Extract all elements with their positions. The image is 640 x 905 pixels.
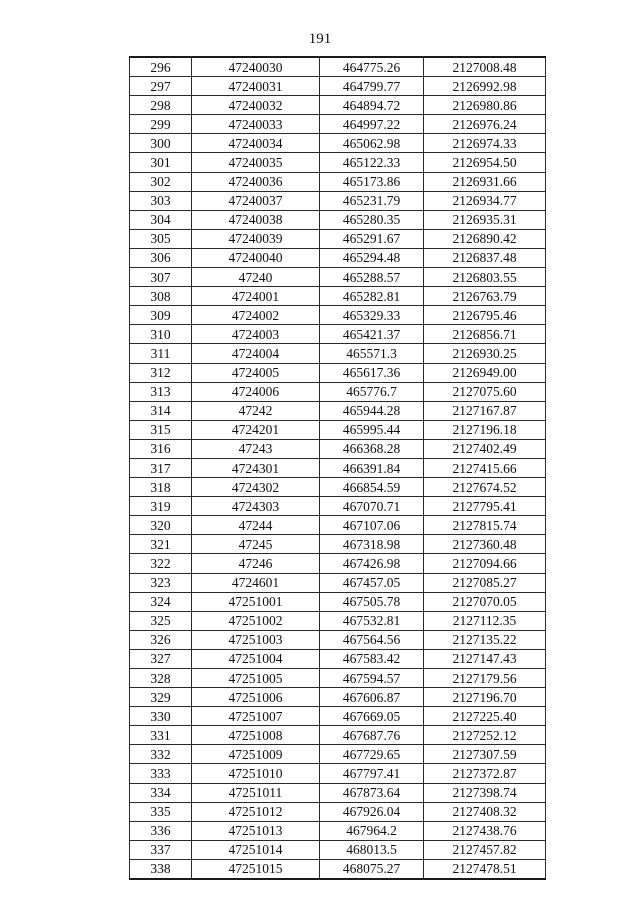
point-id-cell: 47245 xyxy=(192,535,320,554)
table-row xyxy=(130,191,546,210)
row-index-cell: 316 xyxy=(130,439,192,458)
x-coordinate-cell: 465122.33 xyxy=(320,153,424,172)
row-index-cell: 334 xyxy=(130,783,192,802)
point-id-cell: 4724601 xyxy=(192,573,320,592)
row-index-cell: 304 xyxy=(130,210,192,229)
x-coordinate-cell: 467070.71 xyxy=(320,497,424,516)
y-coordinate-cell: 2126930.25 xyxy=(424,344,546,363)
table-row xyxy=(130,96,546,115)
row-index-cell: 297 xyxy=(130,77,192,96)
x-coordinate-cell: 466854.59 xyxy=(320,478,424,497)
table-row xyxy=(130,57,546,77)
x-coordinate-cell: 464894.72 xyxy=(320,96,424,115)
y-coordinate-cell: 2126837.48 xyxy=(424,248,546,267)
row-index-cell: 298 xyxy=(130,96,192,115)
point-id-cell: 47251010 xyxy=(192,764,320,783)
table-row xyxy=(130,497,546,516)
row-index-cell: 301 xyxy=(130,153,192,172)
row-index-cell: 317 xyxy=(130,458,192,477)
row-index-cell: 305 xyxy=(130,229,192,248)
y-coordinate-cell: 2127225.40 xyxy=(424,707,546,726)
y-coordinate-cell: 2127085.27 xyxy=(424,573,546,592)
y-coordinate-cell: 2126931.66 xyxy=(424,172,546,191)
row-index-cell: 323 xyxy=(130,573,192,592)
row-index-cell: 299 xyxy=(130,115,192,134)
table-row xyxy=(130,439,546,458)
y-coordinate-cell: 2127167.87 xyxy=(424,401,546,420)
x-coordinate-cell: 467797.41 xyxy=(320,764,424,783)
table-row xyxy=(130,554,546,573)
point-id-cell: 47246 xyxy=(192,554,320,573)
x-coordinate-cell: 467687.76 xyxy=(320,726,424,745)
y-coordinate-cell: 2127815.74 xyxy=(424,516,546,535)
table-row xyxy=(130,669,546,688)
point-id-cell: 47251004 xyxy=(192,649,320,668)
table-row xyxy=(130,478,546,497)
y-coordinate-cell: 2127307.59 xyxy=(424,745,546,764)
row-index-cell: 330 xyxy=(130,707,192,726)
y-coordinate-cell: 2126763.79 xyxy=(424,287,546,306)
row-index-cell: 302 xyxy=(130,172,192,191)
table-row xyxy=(130,229,546,248)
row-index-cell: 303 xyxy=(130,191,192,210)
y-coordinate-cell: 2126803.55 xyxy=(424,268,546,287)
table-row xyxy=(130,859,546,879)
y-coordinate-cell: 2127094.66 xyxy=(424,554,546,573)
row-index-cell: 331 xyxy=(130,726,192,745)
x-coordinate-cell: 468075.27 xyxy=(320,859,424,879)
table-row xyxy=(130,382,546,401)
y-coordinate-cell: 2127478.51 xyxy=(424,859,546,879)
row-index-cell: 338 xyxy=(130,859,192,879)
table-row xyxy=(130,802,546,821)
row-index-cell: 324 xyxy=(130,592,192,611)
row-index-cell: 308 xyxy=(130,287,192,306)
y-coordinate-cell: 2126935.31 xyxy=(424,210,546,229)
coordinates-table-body xyxy=(130,57,546,879)
x-coordinate-cell: 465995.44 xyxy=(320,420,424,439)
x-coordinate-cell: 466391.84 xyxy=(320,458,424,477)
row-index-cell: 296 xyxy=(130,57,192,77)
table-row xyxy=(130,172,546,191)
x-coordinate-cell: 467532.81 xyxy=(320,611,424,630)
y-coordinate-cell: 2127402.49 xyxy=(424,439,546,458)
point-id-cell: 47251011 xyxy=(192,783,320,802)
table-row xyxy=(130,115,546,134)
row-index-cell: 311 xyxy=(130,344,192,363)
point-id-cell: 47251006 xyxy=(192,688,320,707)
x-coordinate-cell: 467729.65 xyxy=(320,745,424,764)
x-coordinate-cell: 465291.67 xyxy=(320,229,424,248)
table-row xyxy=(130,210,546,229)
point-id-cell: 4724303 xyxy=(192,497,320,516)
row-index-cell: 319 xyxy=(130,497,192,516)
y-coordinate-cell: 2126976.24 xyxy=(424,115,546,134)
point-id-cell: 47251005 xyxy=(192,669,320,688)
point-id-cell: 47251007 xyxy=(192,707,320,726)
y-coordinate-cell: 2126954.50 xyxy=(424,153,546,172)
y-coordinate-cell: 2126934.77 xyxy=(424,191,546,210)
y-coordinate-cell: 2126856.71 xyxy=(424,325,546,344)
point-id-cell: 47240038 xyxy=(192,210,320,229)
point-id-cell: 47240040 xyxy=(192,248,320,267)
y-coordinate-cell: 2127415.66 xyxy=(424,458,546,477)
table-row xyxy=(130,153,546,172)
x-coordinate-cell: 467583.42 xyxy=(320,649,424,668)
table-row xyxy=(130,325,546,344)
table-row xyxy=(130,592,546,611)
point-id-cell: 4724302 xyxy=(192,478,320,497)
point-id-cell: 47242 xyxy=(192,401,320,420)
row-index-cell: 318 xyxy=(130,478,192,497)
point-id-cell: 47251001 xyxy=(192,592,320,611)
table-row xyxy=(130,783,546,802)
row-index-cell: 337 xyxy=(130,840,192,859)
y-coordinate-cell: 2127196.18 xyxy=(424,420,546,439)
table-row xyxy=(130,649,546,668)
row-index-cell: 333 xyxy=(130,764,192,783)
table-row xyxy=(130,611,546,630)
y-coordinate-cell: 2127147.43 xyxy=(424,649,546,668)
row-index-cell: 335 xyxy=(130,802,192,821)
y-coordinate-cell: 2127135.22 xyxy=(424,630,546,649)
point-id-cell: 4724301 xyxy=(192,458,320,477)
y-coordinate-cell: 2127070.05 xyxy=(424,592,546,611)
row-index-cell: 325 xyxy=(130,611,192,630)
y-coordinate-cell: 2127438.76 xyxy=(424,821,546,840)
point-id-cell: 47251012 xyxy=(192,802,320,821)
x-coordinate-cell: 467564.56 xyxy=(320,630,424,649)
x-coordinate-cell: 465062.98 xyxy=(320,134,424,153)
table-row xyxy=(130,268,546,287)
x-coordinate-cell: 465617.36 xyxy=(320,363,424,382)
point-id-cell: 4724005 xyxy=(192,363,320,382)
point-id-cell: 47251013 xyxy=(192,821,320,840)
y-coordinate-cell: 2127408.32 xyxy=(424,802,546,821)
row-index-cell: 332 xyxy=(130,745,192,764)
x-coordinate-cell: 464997.22 xyxy=(320,115,424,134)
x-coordinate-cell: 465280.35 xyxy=(320,210,424,229)
point-id-cell: 4724002 xyxy=(192,306,320,325)
row-index-cell: 327 xyxy=(130,649,192,668)
table-row xyxy=(130,363,546,382)
point-id-cell: 47240035 xyxy=(192,153,320,172)
table-row xyxy=(130,726,546,745)
x-coordinate-cell: 465288.57 xyxy=(320,268,424,287)
point-id-cell: 47240032 xyxy=(192,96,320,115)
y-coordinate-cell: 2126992.98 xyxy=(424,77,546,96)
point-id-cell: 4724004 xyxy=(192,344,320,363)
table-row xyxy=(130,401,546,420)
y-coordinate-cell: 2127179.56 xyxy=(424,669,546,688)
x-coordinate-cell: 465571.3 xyxy=(320,344,424,363)
point-id-cell: 47243 xyxy=(192,439,320,458)
y-coordinate-cell: 2127398.74 xyxy=(424,783,546,802)
x-coordinate-cell: 467669.05 xyxy=(320,707,424,726)
row-index-cell: 314 xyxy=(130,401,192,420)
y-coordinate-cell: 2126890.42 xyxy=(424,229,546,248)
point-id-cell: 47251014 xyxy=(192,840,320,859)
row-index-cell: 329 xyxy=(130,688,192,707)
x-coordinate-cell: 465294.48 xyxy=(320,248,424,267)
x-coordinate-cell: 467426.98 xyxy=(320,554,424,573)
point-id-cell: 4724006 xyxy=(192,382,320,401)
y-coordinate-cell: 2127372.87 xyxy=(424,764,546,783)
table-row xyxy=(130,420,546,439)
x-coordinate-cell: 465231.79 xyxy=(320,191,424,210)
table-row xyxy=(130,745,546,764)
x-coordinate-cell: 465329.33 xyxy=(320,306,424,325)
row-index-cell: 315 xyxy=(130,420,192,439)
x-coordinate-cell: 467926.04 xyxy=(320,802,424,821)
y-coordinate-cell: 2127674.52 xyxy=(424,478,546,497)
x-coordinate-cell: 465776.7 xyxy=(320,382,424,401)
y-coordinate-cell: 2127112.35 xyxy=(424,611,546,630)
x-coordinate-cell: 467606.87 xyxy=(320,688,424,707)
table-row xyxy=(130,840,546,859)
row-index-cell: 310 xyxy=(130,325,192,344)
point-id-cell: 47240036 xyxy=(192,172,320,191)
x-coordinate-cell: 465173.86 xyxy=(320,172,424,191)
table-row xyxy=(130,821,546,840)
x-coordinate-cell: 466368.28 xyxy=(320,439,424,458)
row-index-cell: 320 xyxy=(130,516,192,535)
x-coordinate-cell: 467107.06 xyxy=(320,516,424,535)
table-row xyxy=(130,287,546,306)
table-row xyxy=(130,764,546,783)
point-id-cell: 47251015 xyxy=(192,859,320,879)
row-index-cell: 313 xyxy=(130,382,192,401)
table-row xyxy=(130,248,546,267)
y-coordinate-cell: 2127008.48 xyxy=(424,57,546,77)
table-row xyxy=(130,535,546,554)
point-id-cell: 47240033 xyxy=(192,115,320,134)
point-id-cell: 4724003 xyxy=(192,325,320,344)
row-index-cell: 336 xyxy=(130,821,192,840)
table-row xyxy=(130,707,546,726)
y-coordinate-cell: 2127795.41 xyxy=(424,497,546,516)
point-id-cell: 4724001 xyxy=(192,287,320,306)
y-coordinate-cell: 2127457.82 xyxy=(424,840,546,859)
row-index-cell: 307 xyxy=(130,268,192,287)
point-id-cell: 47240039 xyxy=(192,229,320,248)
table-row xyxy=(130,573,546,592)
point-id-cell: 47251003 xyxy=(192,630,320,649)
x-coordinate-cell: 465282.81 xyxy=(320,287,424,306)
point-id-cell: 47251002 xyxy=(192,611,320,630)
point-id-cell: 47240037 xyxy=(192,191,320,210)
y-coordinate-cell: 2127360.48 xyxy=(424,535,546,554)
table-row xyxy=(130,630,546,649)
x-coordinate-cell: 467318.98 xyxy=(320,535,424,554)
point-id-cell: 47251009 xyxy=(192,745,320,764)
row-index-cell: 326 xyxy=(130,630,192,649)
table-row xyxy=(130,77,546,96)
x-coordinate-cell: 467964.2 xyxy=(320,821,424,840)
point-id-cell: 47240034 xyxy=(192,134,320,153)
x-coordinate-cell: 467594.57 xyxy=(320,669,424,688)
y-coordinate-cell: 2127075.60 xyxy=(424,382,546,401)
coordinates-table xyxy=(129,56,546,880)
point-id-cell: 47244 xyxy=(192,516,320,535)
x-coordinate-cell: 465421.37 xyxy=(320,325,424,344)
point-id-cell: 4724201 xyxy=(192,420,320,439)
row-index-cell: 328 xyxy=(130,669,192,688)
y-coordinate-cell: 2126795.46 xyxy=(424,306,546,325)
table-row xyxy=(130,134,546,153)
x-coordinate-cell: 465944.28 xyxy=(320,401,424,420)
x-coordinate-cell: 467505.78 xyxy=(320,592,424,611)
page-number: 191 xyxy=(308,31,332,47)
row-index-cell: 312 xyxy=(130,363,192,382)
y-coordinate-cell: 2126949.00 xyxy=(424,363,546,382)
x-coordinate-cell: 467457.05 xyxy=(320,573,424,592)
row-index-cell: 306 xyxy=(130,248,192,267)
point-id-cell: 47240030 xyxy=(192,57,320,77)
x-coordinate-cell: 464775.26 xyxy=(320,57,424,77)
y-coordinate-cell: 2127252.12 xyxy=(424,726,546,745)
point-id-cell: 47240 xyxy=(192,268,320,287)
y-coordinate-cell: 2127196.70 xyxy=(424,688,546,707)
row-index-cell: 321 xyxy=(130,535,192,554)
x-coordinate-cell: 468013.5 xyxy=(320,840,424,859)
x-coordinate-cell: 464799.77 xyxy=(320,77,424,96)
table-row xyxy=(130,306,546,325)
y-coordinate-cell: 2126980.86 xyxy=(424,96,546,115)
point-id-cell: 47251008 xyxy=(192,726,320,745)
row-index-cell: 300 xyxy=(130,134,192,153)
table-row xyxy=(130,688,546,707)
row-index-cell: 309 xyxy=(130,306,192,325)
table-row xyxy=(130,344,546,363)
table-row xyxy=(130,458,546,477)
x-coordinate-cell: 467873.64 xyxy=(320,783,424,802)
point-id-cell: 47240031 xyxy=(192,77,320,96)
row-index-cell: 322 xyxy=(130,554,192,573)
y-coordinate-cell: 2126974.33 xyxy=(424,134,546,153)
table-row xyxy=(130,516,546,535)
